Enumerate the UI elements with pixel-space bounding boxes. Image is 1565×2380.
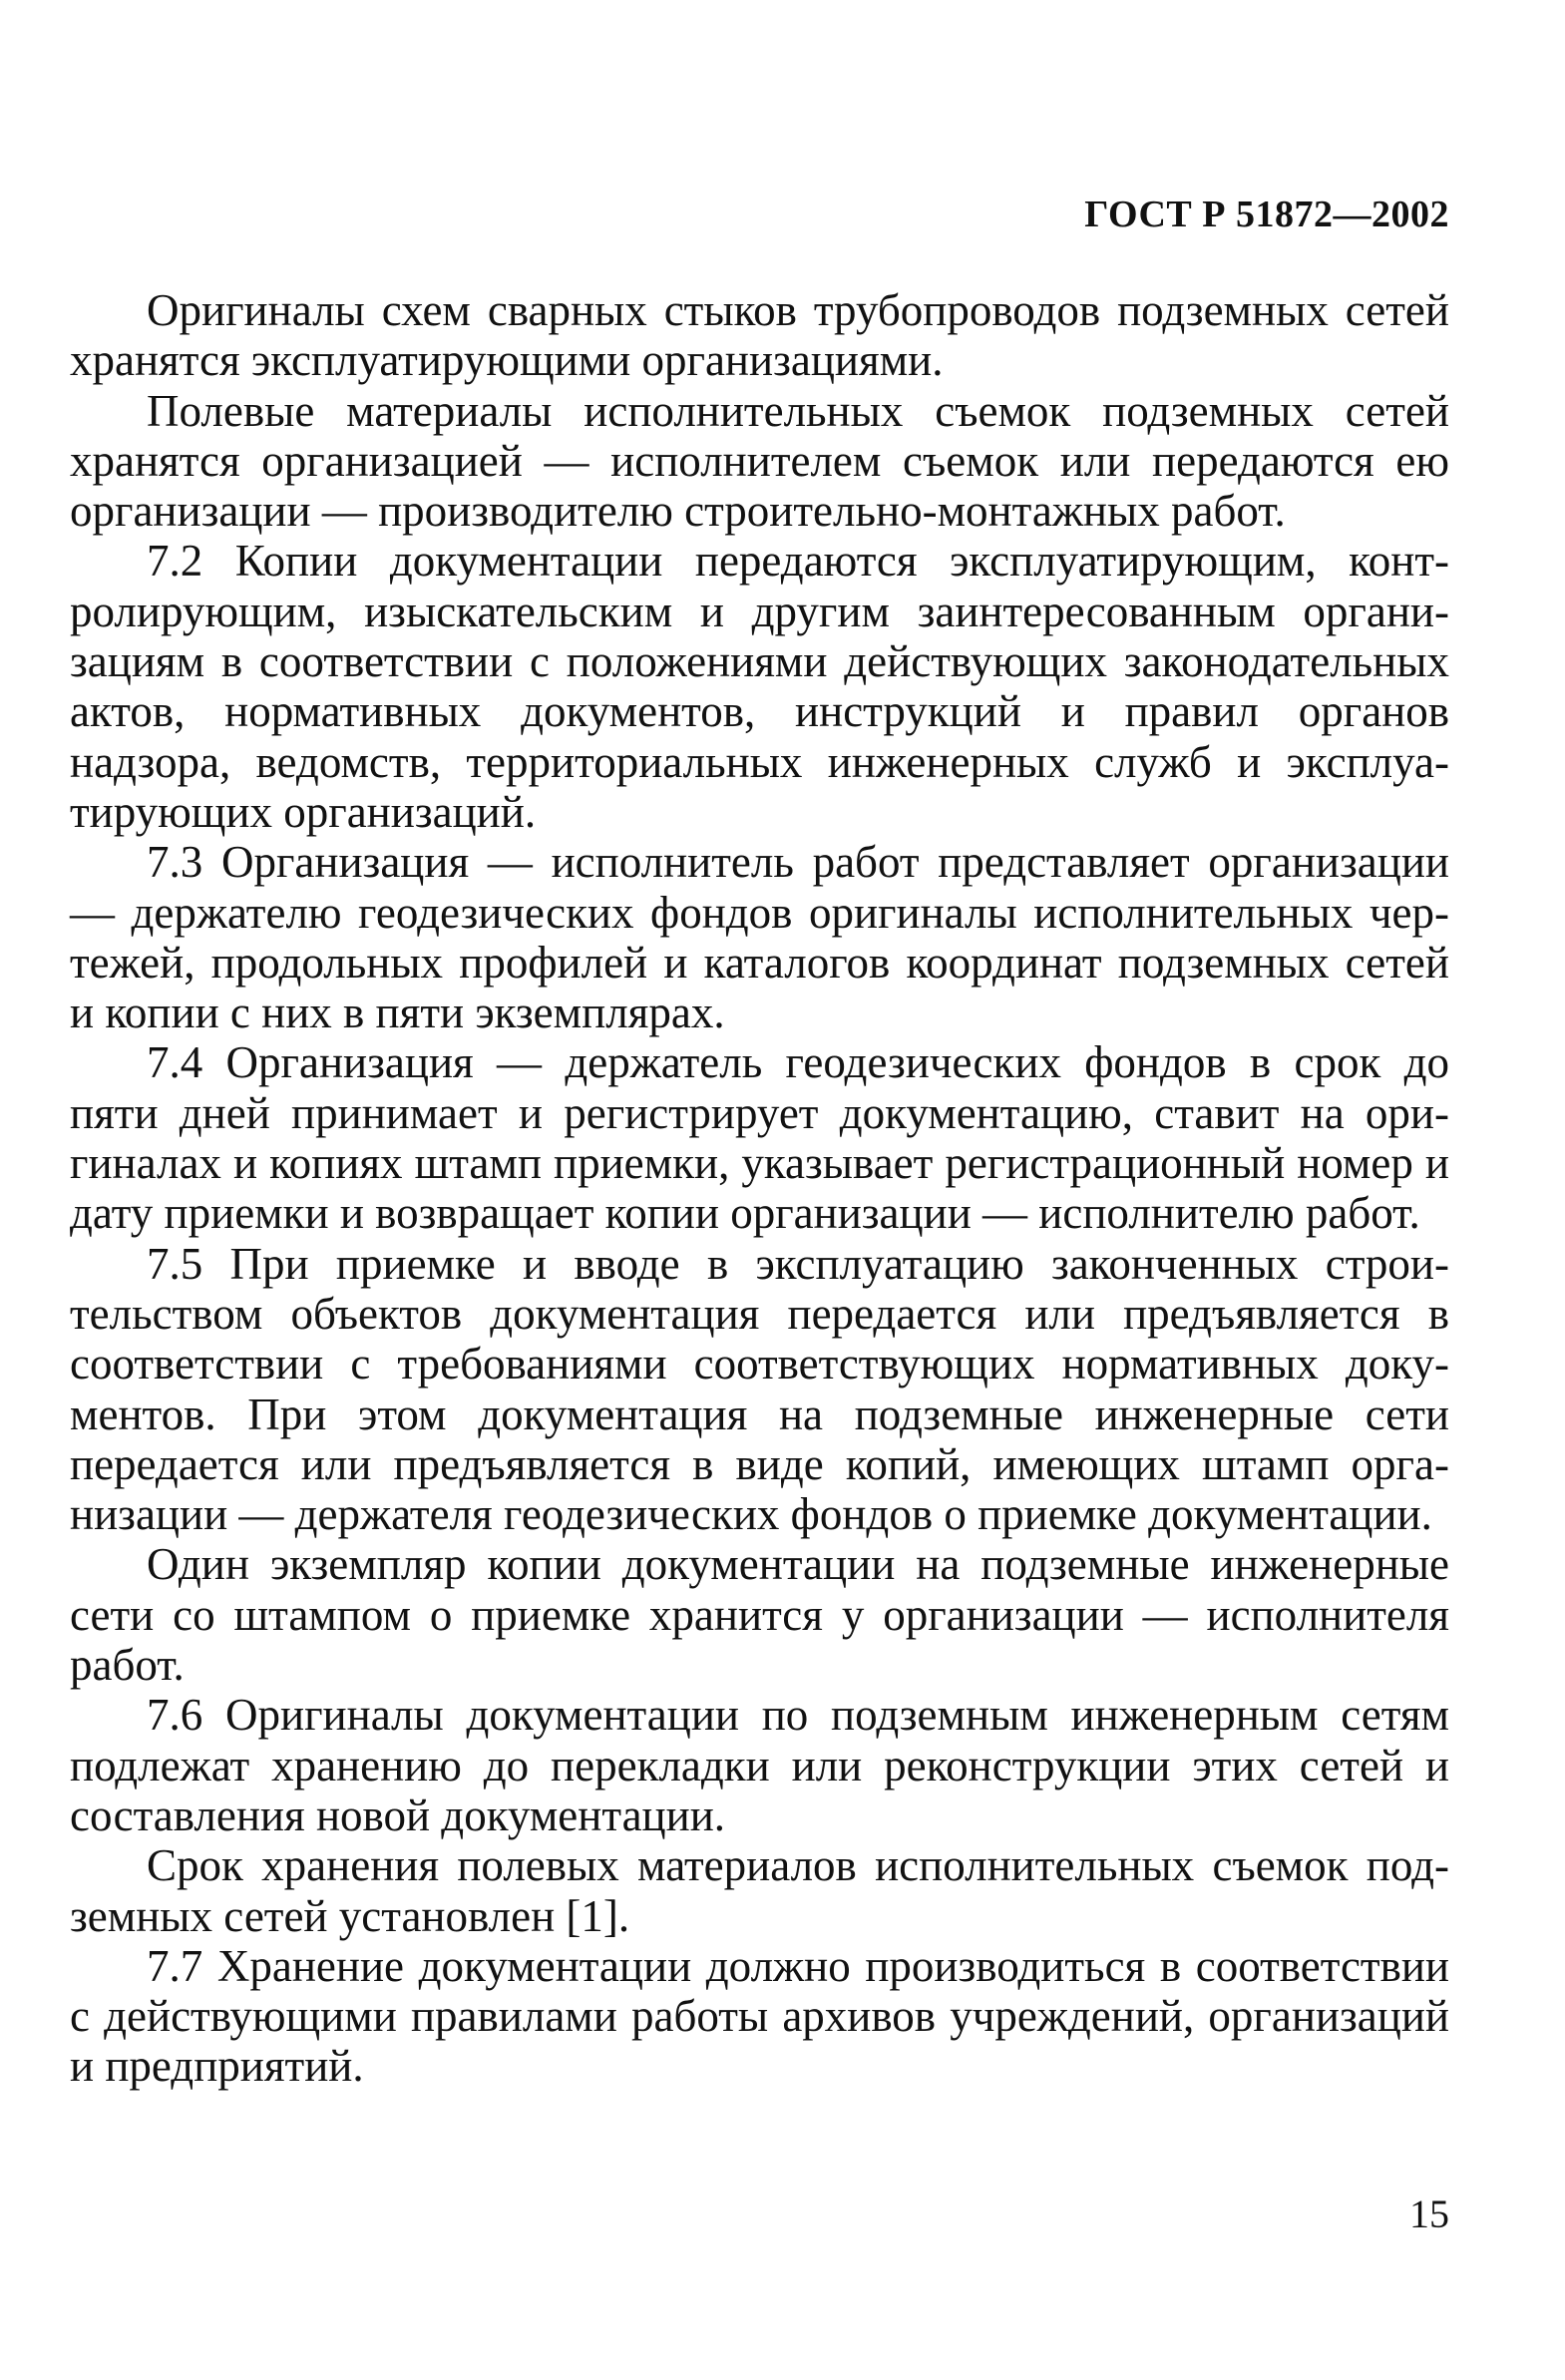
paragraph-7-2: 7.2 Копии документации передаются эксплуатирующим, контролирующим, изыскательским и другим заинтересованным организациям в соответствии с положениями действующих законодательных актов, нормативных документов, инструкций и правил органов надзора, ведомств, территориальных инженерных служб и эксплуатирующих организаций. bbox=[70, 536, 1449, 837]
paragraph-schemes-storage: Оригиналы схем сварных стыков трубопроводов подземных сетей хранятся эксплуатирующими организациями. bbox=[70, 285, 1449, 386]
paragraph-copy-storage: Один экземпляр копии документации на подземные инженерные сети со штампом о приемке хранится у организации — исполнителя работ. bbox=[70, 1539, 1449, 1691]
paragraph-7-4: 7.4 Организация — держатель геодезических фондов в срок до пяти дней принимает и регистрирует документацию, ставит на оригиналах и копиях штамп приемки, указывает регистрационный номер и дату приемки и возвращает копии организации — исполнителю работ. bbox=[70, 1037, 1449, 1239]
paragraph-7-7: 7.7 Хранение документации должно производиться в соответствии с действующими правилами работы архивов учреждений, организаций и предприятий. bbox=[70, 1940, 1449, 2092]
document-code-header: ГОСТ Р 51872—2002 bbox=[1084, 194, 1449, 235]
page-number: 15 bbox=[1409, 2191, 1449, 2236]
document-body bbox=[70, 285, 1449, 2092]
paragraph-7-5: 7.5 При приемке и вводе в эксплуатацию законченных строительством объектов документация передается или предъявляется в соответствии с требованиями соответствующих нормативных документов. При этом документация на подземные инженерные сети передается или предъявляется в виде копий, имеющих штамп организации — держателя геодезических фондов о приемке документации. bbox=[70, 1238, 1449, 1540]
paragraph-storage-term: Срок хранения полевых материалов исполнительных съемок подземных сетей установлен [1]. bbox=[70, 1840, 1449, 1941]
paragraph-7-6: 7.6 Оригиналы документации по подземным инженерным сетям подлежат хранению до перекладки или реконструкции этих сетей и составления новой документации. bbox=[70, 1690, 1449, 1840]
paragraph-field-materials: Полевые материалы исполнительных съемок подземных сетей хранятся организацией — исполнителем съемок или передаются ею организации — производителю строительно-монтажных работ. bbox=[70, 385, 1449, 537]
paragraph-7-3: 7.3 Организация — исполнитель работ представляет организации— держателю геодезических фондов оригиналы исполнительных чертежей, продольных профилей и каталогов координат подземных сетей и копии с них в пяти экземплярах. bbox=[70, 837, 1449, 1038]
